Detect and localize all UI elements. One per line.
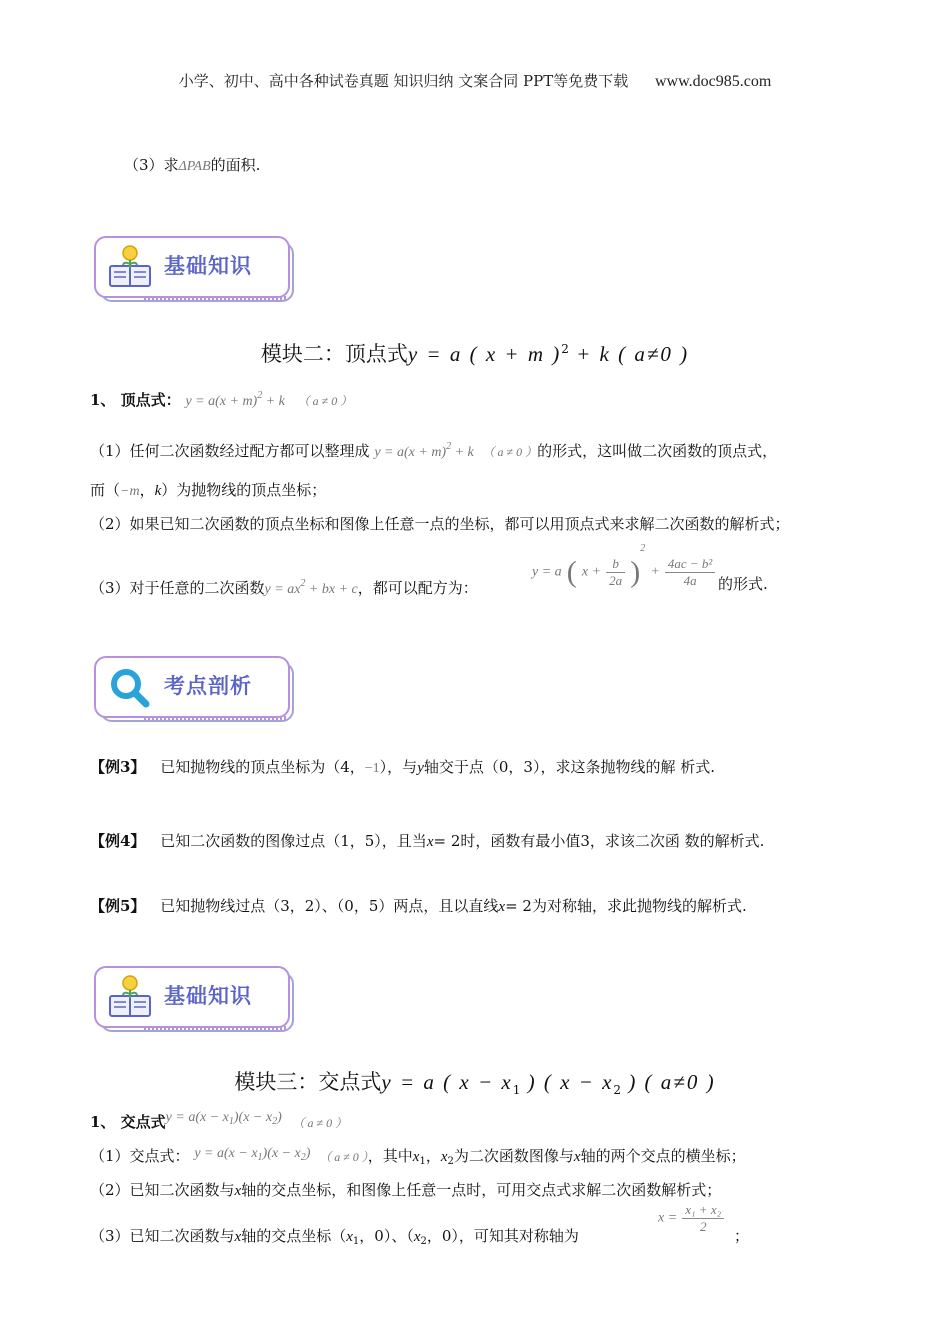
module3-p1-x2s: 2 — [447, 1156, 454, 1167]
module3-title-s1: 1 — [512, 1083, 521, 1098]
module2-p1-line1 — [90, 437, 777, 463]
ex4-x: x — [426, 834, 434, 850]
module3-p3-b: 轴的交点坐标（ — [241, 1227, 347, 1245]
badge-dots — [144, 1026, 288, 1030]
paren-right: ) — [630, 555, 641, 589]
module3-item1-label: 1、 交点式 — [90, 1113, 166, 1131]
module3-p1-x2: x — [440, 1149, 448, 1165]
module3-p3-c: ，0）、（ — [359, 1227, 414, 1245]
basic-knowledge-badge — [94, 236, 294, 302]
module3-title-eq: y = a ( x − x — [381, 1070, 513, 1094]
module3-p1-s2: 2 — [300, 1152, 306, 1163]
module2-p3-b: ，都可以配方为： — [357, 579, 478, 597]
module3-item1-tail: ) — [277, 1110, 282, 1125]
module2-p3-sup: 2 — [300, 578, 306, 589]
book-lightbulb-icon — [106, 244, 154, 290]
module2-p1-c: 而（ — [90, 481, 121, 499]
ex5-a: 已知抛物线过点（3，2）、（0，5）两点，且以直线 — [160, 897, 499, 915]
module3-item1-s2: 2 — [272, 1116, 278, 1127]
module3-p2 — [90, 1180, 721, 1201]
ex5-tag: 【例5】 — [90, 897, 146, 915]
module3-p1-a: （1）交点式： — [90, 1147, 190, 1165]
module2-title-prefix: 模块二：顶点式 — [260, 342, 408, 366]
module2-p1-sup: 2 — [446, 441, 452, 452]
ex4-b: = 2时，函数有最小值3，求该二次函 数的解析式. — [433, 832, 765, 850]
module3-p1-s1: 1 — [257, 1152, 263, 1163]
badge-title: 考点剖析 — [164, 674, 252, 698]
ex4-tag: 【例4】 — [90, 832, 146, 850]
module3-title-tail: ) ( a≠0 ) — [621, 1070, 716, 1094]
module3-title — [0, 1066, 950, 1097]
badge-dots — [144, 716, 288, 720]
module3-item1-s1: 1 — [228, 1116, 234, 1127]
module3-p1-x: x — [573, 1149, 581, 1165]
frac2-den: 4a — [683, 573, 697, 588]
module3-p3 — [90, 1226, 579, 1252]
module2-p3-form-plus: + — [650, 564, 660, 580]
example-3 — [90, 757, 715, 779]
paren-left: ( — [566, 555, 577, 589]
example-4 — [90, 831, 764, 852]
module2-p3-form-sup: 2 — [640, 543, 646, 554]
module3-p1-d: 为二次函数图像与 — [453, 1147, 574, 1165]
example-5 — [90, 896, 747, 917]
module3-p1-mid: )(x − x — [262, 1146, 301, 1161]
module3-p1-cond: （ a ≠ 0 ） — [319, 1150, 368, 1164]
module3-p2-x: x — [234, 1183, 242, 1199]
module3-p3-x1s: 1 — [352, 1236, 360, 1247]
book-lightbulb-icon — [106, 974, 154, 1020]
q3-suffix: 的面积. — [210, 156, 261, 174]
module2-p1-d: ， — [139, 481, 155, 499]
module2-p1-k: k — [154, 483, 162, 499]
q3-prefix: （3）求 — [124, 156, 179, 174]
module3-title-prefix: 模块三：交点式 — [234, 1070, 382, 1094]
page-header — [0, 70, 950, 91]
module2-item1 — [90, 386, 352, 412]
badge-title: 基础知识 — [164, 254, 252, 278]
ex3-b: ），与 — [379, 758, 418, 776]
module3-p3-d: ，0），可知其对称轴为 — [426, 1227, 579, 1245]
ex3-y: y — [417, 760, 424, 776]
module2-title — [0, 338, 950, 368]
module3-p2-a: （2）已知二次函数与 — [90, 1181, 235, 1199]
module2-item1-sup: 2 — [257, 390, 263, 401]
symmetry-axis-formula — [658, 1202, 724, 1235]
ex4-a: 已知二次函数的图像过点（1，5），且当 — [160, 832, 427, 850]
module3-item1-eq: y = a(x − x — [165, 1110, 229, 1125]
module3-p1-eq-group — [194, 1146, 310, 1161]
question-3 — [124, 155, 260, 177]
module2-p3-form-lead: y = a — [532, 564, 562, 580]
module2-item1-cond: （ a ≠ 0 ） — [297, 394, 353, 408]
basic-knowledge-badge-2 — [94, 966, 294, 1032]
module3-p2-b: 轴的交点坐标，和图像上任意一点时，可用交点式求解二次函数解析式； — [241, 1181, 722, 1199]
header-url[interactable]: www.doc985.com — [655, 73, 772, 90]
ex3-tag: 【例3】 — [90, 758, 146, 776]
module2-title-tail: + k ( a≠0 ) — [568, 342, 690, 366]
module2-p3-eq-tail: + bx + c — [305, 582, 358, 597]
ex3-c: 轴交于点（0，3），求这条抛物线的解 析式. — [423, 758, 715, 776]
module3-p3-a: （3）已知二次函数与 — [90, 1227, 235, 1245]
module2-p1-tail: + k — [451, 445, 474, 460]
module3-p1-tail: ) — [305, 1146, 311, 1161]
module2-item1-label: 1、 顶点式： — [90, 391, 181, 409]
module3-p1-x1: x — [412, 1149, 420, 1165]
module3-p1-b: ，其中 — [367, 1147, 413, 1165]
badge-title: 基础知识 — [164, 984, 252, 1008]
module3-p3-x2s: 2 — [420, 1236, 427, 1247]
magnifier-icon — [106, 664, 154, 710]
frac2-num: 4ac − b² — [665, 556, 715, 573]
module3-p1 — [90, 1146, 746, 1172]
module2-p3-a: （3）对于任意的二次函数 — [90, 579, 265, 597]
module2-p1-cond: （ a ≠ 0 ） — [482, 445, 538, 459]
badge-dots — [144, 296, 288, 300]
frac1-num: b — [606, 556, 625, 573]
fraction-b-over-2a — [606, 556, 625, 589]
frac1-den: 2a — [609, 573, 623, 588]
ex5-x: x — [498, 899, 506, 915]
header-text: 小学、初中、高中各种试卷真题 知识归纳 文案合同 PPT等免费下载 — [178, 72, 629, 90]
fraction-x1-x2-over-2 — [682, 1202, 724, 1235]
ex5-b: = 2为对称轴，求此抛物线的解析式. — [505, 897, 747, 915]
module3-p1-eq: y = a(x − x — [194, 1146, 258, 1161]
module2-p3-form-x: x + — [581, 564, 602, 580]
module2-p3-eq: y = ax — [264, 582, 301, 597]
module2-item1-tail: + k — [262, 394, 285, 409]
module3-p1-c: ， — [425, 1147, 441, 1165]
ex3-a: 已知抛物线的顶点坐标为（4， — [160, 758, 365, 776]
module3-item1-mid: )(x − x — [233, 1110, 273, 1125]
module2-p1-e: ）为抛物线的顶点坐标； — [161, 481, 327, 499]
frac3-den: 2 — [699, 1219, 707, 1234]
module3-p3-x1: x — [346, 1229, 353, 1245]
fraction-4ac-b2-over-4a — [665, 556, 715, 589]
frac3-num: x₁ + x₂ — [682, 1202, 724, 1219]
module2-p3-c: 的形式. — [718, 575, 768, 593]
module3-p3-x2: x — [413, 1229, 421, 1245]
module3-item1-cond: （ a ≠ 0 ） — [292, 1116, 348, 1130]
module3-p3-lhs: x = — [658, 1210, 678, 1226]
module3-item1-eq-group — [166, 1110, 282, 1125]
module2-p2: （2）如果已知二次函数的顶点坐标和图像上任意一点的坐标，都可以用顶点式来求解二次函数的解析式； — [90, 515, 790, 533]
q3-math: ΔPAB — [178, 159, 211, 174]
module3-title-s2: 2 — [613, 1083, 622, 1098]
module2-item1-eq: y = a(x + m) — [185, 394, 258, 409]
module3-p1-e: 轴的两个交点的横坐标； — [580, 1147, 746, 1165]
module3-p3-x: x — [234, 1229, 242, 1245]
module2-title-eq: y = a ( x + m ) — [407, 342, 562, 366]
module2-p1-line2 — [90, 480, 326, 502]
module3-p1-x1s: 1 — [419, 1156, 426, 1167]
module3-item1 — [90, 1112, 347, 1138]
module2-p1-b: 的形式，这叫做二次函数的顶点式， — [537, 442, 778, 460]
module2-title-sup: 2 — [561, 342, 569, 356]
module2-p3-text — [90, 574, 478, 600]
module2-p1-m: −m — [120, 484, 140, 499]
module2-p3-formula — [532, 543, 715, 589]
module3-title-mid: ) ( x − x — [520, 1070, 614, 1094]
module2-p1-eq: y = a(x + m) — [374, 445, 447, 460]
analysis-badge — [94, 656, 294, 722]
module3-p3-e: ； — [734, 1227, 750, 1245]
ex3-m: −1 — [364, 761, 380, 776]
module2-p1-a: （1）任何二次函数经过配方都可以整理成 — [90, 442, 370, 460]
